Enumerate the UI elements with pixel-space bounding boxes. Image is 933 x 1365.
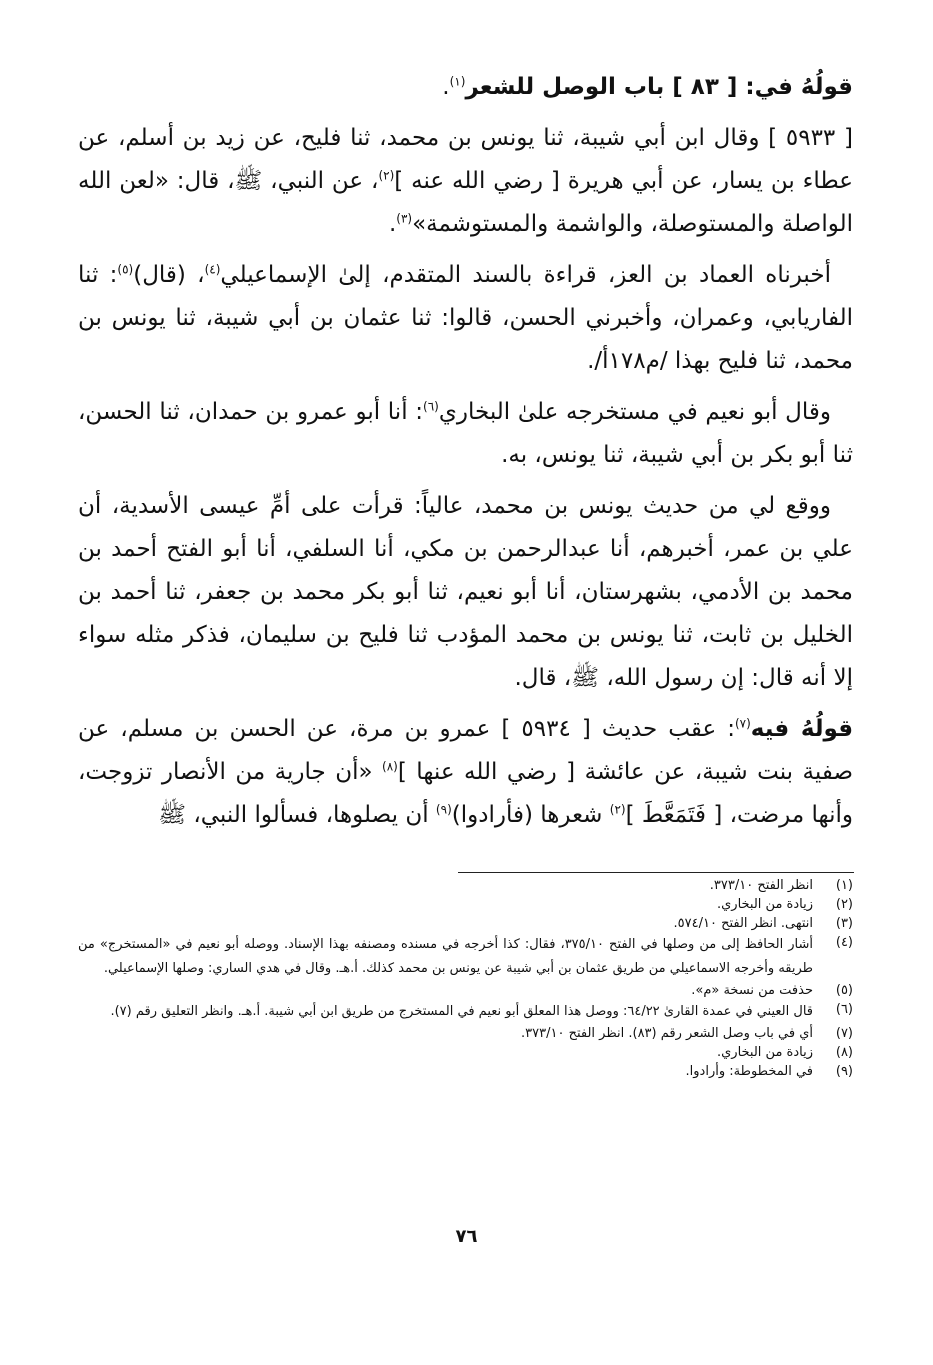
footnote-ref: (٢) xyxy=(378,168,395,183)
paragraph-text: أخبرناه العماد بن العز، قراءة بالسند المتقدم، إلىٰ الإسماعيلي xyxy=(220,262,831,288)
footnote-ref: (٨) xyxy=(382,759,398,774)
paragraph-text: «أن جارية من الأنصار تزوجت، وأنها مرضت، [ فَتَمَعَّطَ ] xyxy=(78,759,853,828)
paragraph-text: ، (قال) xyxy=(133,262,205,288)
paragraph-text: ووقع لي من حديث يونس بن محمد، عالياً: قرأت على أمِّ عيسى الأسدية، أن علي بن عمر، أخبرهم، أنا عبدالرحمن بن مكي، أنا السلفي، أنا أبو الفتح أحمد بن محمد بن الأدمي، بشهرستان، أنا أبو نعيم، ثنا أبو بكر محمد بن جعفر، ثنا أحمد بن الخليل بن ثابت، ثنا يونس بن محمد المؤدب ثنا فليح بن سليمان، فذكر مثله سواء إلا أنه قال: إن رسول الله، ﷺ، قال. xyxy=(78,493,853,691)
footnote-text: أشار الحافظ إلى من وصلها في الفتح ٣٧٥/١٠، فقال: كذا أخرجه في مسنده ومصنفه بهذا الإسناد. ووصله أبو نعيم في «المستخرج» من طريقه وأخرجه الاسماعيلي من طريق عثمان بن أبي شيبة عن يونس بن محمد كذلك. أ.هـ. وقال في هدي الساري: وصلها الإسماعيلي. xyxy=(78,937,813,976)
paragraph-ali xyxy=(78,485,853,700)
paragraph-hadith-5934 xyxy=(78,708,853,837)
chapter-heading xyxy=(78,66,853,109)
footnote-text: أي في باب وصل الشعر رقم (٨٣). انظر الفتح ٣٧٣/١٠. xyxy=(521,1026,813,1041)
footnote-ref: (٩) xyxy=(435,802,452,817)
footnote-ref: (٧) xyxy=(734,716,751,731)
footnote-number: (٨) xyxy=(835,1045,853,1060)
footnote-ref: (١) xyxy=(449,74,466,89)
footnotes xyxy=(78,872,853,1081)
footnote-text: زيادة من البخاري. xyxy=(716,1045,813,1060)
paragraph-ismaili xyxy=(78,254,853,383)
page-number: ٧٦ xyxy=(455,1226,478,1247)
heading-text: قولُهُ في: [ ٨٣ ] باب الوصل للشعر xyxy=(465,74,853,100)
footnote-ref: (٤) xyxy=(204,262,221,277)
paragraph-text: شعرها (فأرادوا) xyxy=(451,802,610,828)
footnote xyxy=(78,981,853,1000)
heading-end: . xyxy=(442,74,450,100)
paragraph-text: [ ٥٩٣٣ ] وقال ابن أبي شيبة، ثنا يونس بن محمد، ثنا فليح، عن زيد بن أسلم، عن عطاء بن يسار، عن أبي هريرة [ رضي الله عنه ] xyxy=(78,125,854,194)
paragraph-text: ، عن النبي، ﷺ، قال: «لعن الله الواصلة والمستوصلة، والواشمة والمستوشمة» xyxy=(78,168,853,237)
footnote xyxy=(78,1043,853,1062)
footnote-number: (٧) xyxy=(835,1026,853,1041)
paragraph-heading: قولُهُ فيه xyxy=(750,716,853,742)
footnote-number: (١) xyxy=(835,878,853,893)
footnote-text: انظر الفتح ٣٧٣/١٠. xyxy=(709,878,813,893)
paragraph-end: . xyxy=(388,211,397,237)
paragraph-abu-nuaym xyxy=(78,391,853,477)
footnote-ref: (٦) xyxy=(423,399,439,414)
footnote-number: (٦) xyxy=(835,1002,853,1017)
footnote xyxy=(78,1024,853,1043)
paragraph-hadith-5933 xyxy=(78,117,853,246)
footnote-number: (٢) xyxy=(835,897,853,912)
footnote-text: في المخطوطة: وأرادوا. xyxy=(685,1064,813,1079)
footnote xyxy=(78,1062,853,1081)
footnote-number: (٥) xyxy=(835,983,853,998)
footnote-text: قال العيني في عمدة القارىٰ ٦٤/٢٢: ووصل هذا المعلق أبو نعيم في المستخرج من طريق ابن أبي شيبة. أ.هـ. وانظر التعليق رقم (٧). xyxy=(110,1004,813,1019)
footnote-ref: (٥) xyxy=(117,262,134,277)
paragraph-text: أن يصلوها، فسألوا النبي، ﷺ xyxy=(158,802,436,828)
footnote xyxy=(78,895,853,914)
main-text xyxy=(78,66,853,845)
footnote-ref: (٢) xyxy=(609,802,626,817)
footnote-number: (٣) xyxy=(835,916,853,931)
paragraph-text: : أنا أبو عمرو بن حمدان، ثنا الحسن، ثنا أبو بكر بن أبي شيبة، ثنا يونس، به. xyxy=(78,399,853,468)
footnote xyxy=(78,933,853,981)
footnote-ref: (٣) xyxy=(396,211,413,226)
footnote-number: (٤) xyxy=(835,935,853,950)
footnote-text: حذفت من نسخة «م». xyxy=(691,983,813,998)
footnote xyxy=(78,914,853,933)
paragraph-text: : عقب حديث [ ٥٩٣٤ ] عمرو بن مرة، عن الحسن بن مسلم، عن صفية بنت شيبة، عن عائشة [ رضي الله عنها ] xyxy=(78,716,853,785)
footnote xyxy=(78,876,853,895)
footnote-text: زيادة من البخاري. xyxy=(716,897,813,912)
paragraph-text: : ثنا الفاريابي، وعمران، وأخبرني الحسن، قالوا: ثنا عثمان بن أبي شيبة، ثنا يونس بن محمد، ثنا فليح بهذا /م١٧٨أ/. xyxy=(78,262,853,374)
paragraph-text: وقال أبو نعيم في مستخرجه علىٰ البخاري xyxy=(438,399,831,425)
footnote-number: (٩) xyxy=(835,1064,853,1079)
footnote xyxy=(78,1000,853,1024)
footnote-text: انتهى. انظر الفتح ٥٧٤/١٠. xyxy=(673,916,813,931)
